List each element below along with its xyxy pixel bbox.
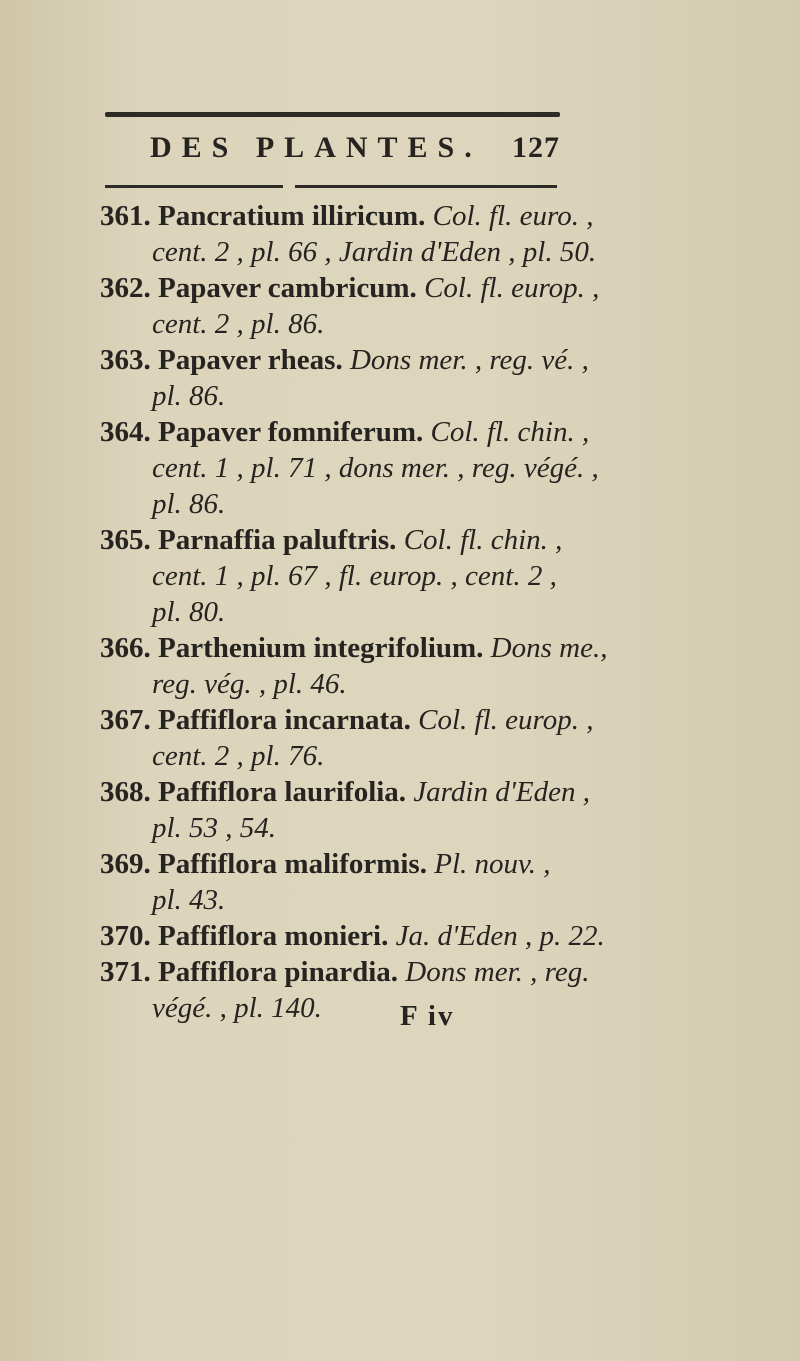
entry-continuation: pl. 86. — [152, 488, 226, 520]
entry-first-line — [100, 846, 640, 882]
list-item — [100, 846, 640, 918]
entry-first-line — [100, 522, 640, 558]
entry-reference: Dons me., — [490, 632, 608, 664]
list-item — [100, 954, 640, 1026]
entry-number: 367. — [100, 704, 151, 736]
plant-name: Paffiflora monieri. — [158, 920, 389, 952]
entry-reference: Col. fl. chin. , — [403, 524, 563, 556]
entry-reference: Col. fl. europ. , — [424, 272, 600, 304]
entry-reference: Pl. nouv. , — [434, 848, 551, 880]
entry-continuation: pl. 53 , 54. — [152, 812, 277, 844]
entry-number: 363. — [100, 344, 151, 376]
list-item — [100, 198, 640, 270]
entry-number: 366. — [100, 632, 151, 664]
plant-name: Paffiflora laurifolia. — [158, 776, 407, 808]
plant-name: Paffiflora incarnata. — [158, 704, 411, 736]
entry-number: 365. — [100, 524, 151, 556]
entry-first-line — [100, 774, 640, 810]
entry-continuation: cent. 1 , pl. 71 , dons mer. , reg. végé. , — [152, 452, 599, 484]
entry-number: 361. — [100, 200, 151, 232]
header-rule-left — [105, 185, 283, 188]
list-item — [100, 342, 640, 414]
entry-continuation: pl. 86. — [152, 380, 226, 412]
entry-first-line — [100, 270, 640, 306]
entry-first-line — [100, 198, 640, 234]
entry-continuation: végé. , pl. 140. — [152, 992, 322, 1024]
entry-number: 371. — [100, 956, 151, 988]
plant-name: Paffiflora maliformis. — [158, 848, 427, 880]
list-item — [100, 630, 640, 702]
list-item — [100, 270, 640, 342]
entry-first-line — [100, 630, 640, 666]
entry-reference: Col. fl. chin. , — [430, 416, 590, 448]
list-item — [100, 774, 640, 846]
list-item — [100, 918, 640, 954]
running-head — [150, 128, 560, 168]
running-head-title: DES PLANTES. — [150, 131, 482, 164]
plant-name: Papaver rheas. — [158, 344, 343, 376]
entry-reference: Col. fl. euro. , — [432, 200, 594, 232]
plant-name: Parthenium integrifolium. — [158, 632, 484, 664]
entry-first-line — [100, 918, 640, 954]
plant-name: Pancratium illiricum. — [158, 200, 426, 232]
entry-number: 362. — [100, 272, 151, 304]
entry-continuation: pl. 80. — [152, 596, 226, 628]
entry-reference: Jardin d'Eden , — [413, 776, 590, 808]
entry-continuation: reg. vég. , pl. 46. — [152, 668, 347, 700]
entry-list — [100, 198, 640, 1026]
entry-number: 369. — [100, 848, 151, 880]
plant-name: Papaver cambricum. — [158, 272, 417, 304]
plant-name: Papaver fomniferum. — [158, 416, 424, 448]
list-item — [100, 414, 640, 522]
entry-number: 364. — [100, 416, 151, 448]
top-rule — [105, 112, 560, 117]
entry-first-line — [100, 414, 640, 450]
plant-name: Parnaffia paluftris. — [158, 524, 397, 556]
list-item — [100, 702, 640, 774]
plant-name: Paffiflora pinardia. — [158, 956, 399, 988]
entry-number: 370. — [100, 920, 151, 952]
entry-reference: Dons mer. , reg. vé. , — [349, 344, 589, 376]
header-rule-right — [295, 185, 557, 188]
entry-continuation: cent. 1 , pl. 67 , fl. europ. , cent. 2 , — [152, 560, 557, 592]
entry-continuation: pl. 43. — [152, 884, 226, 916]
entry-continuation: cent. 2 , pl. 86. — [152, 308, 325, 340]
list-item — [100, 522, 640, 630]
entry-first-line — [100, 702, 640, 738]
entry-first-line — [100, 954, 640, 990]
signature-mark: F iv — [400, 1000, 455, 1032]
entry-continuation: cent. 2 , pl. 76. — [152, 740, 325, 772]
entry-continuation: cent. 2 , pl. 66 , Jardin d'Eden , pl. 50. — [152, 236, 597, 268]
entry-first-line — [100, 342, 640, 378]
entry-reference: Col. fl. europ. , — [418, 704, 594, 736]
entry-reference: Ja. d'Eden , p. 22. — [395, 920, 605, 952]
page-number: 127 — [512, 131, 560, 164]
entry-number: 368. — [100, 776, 151, 808]
entry-reference: Dons mer. , reg. — [405, 956, 590, 988]
